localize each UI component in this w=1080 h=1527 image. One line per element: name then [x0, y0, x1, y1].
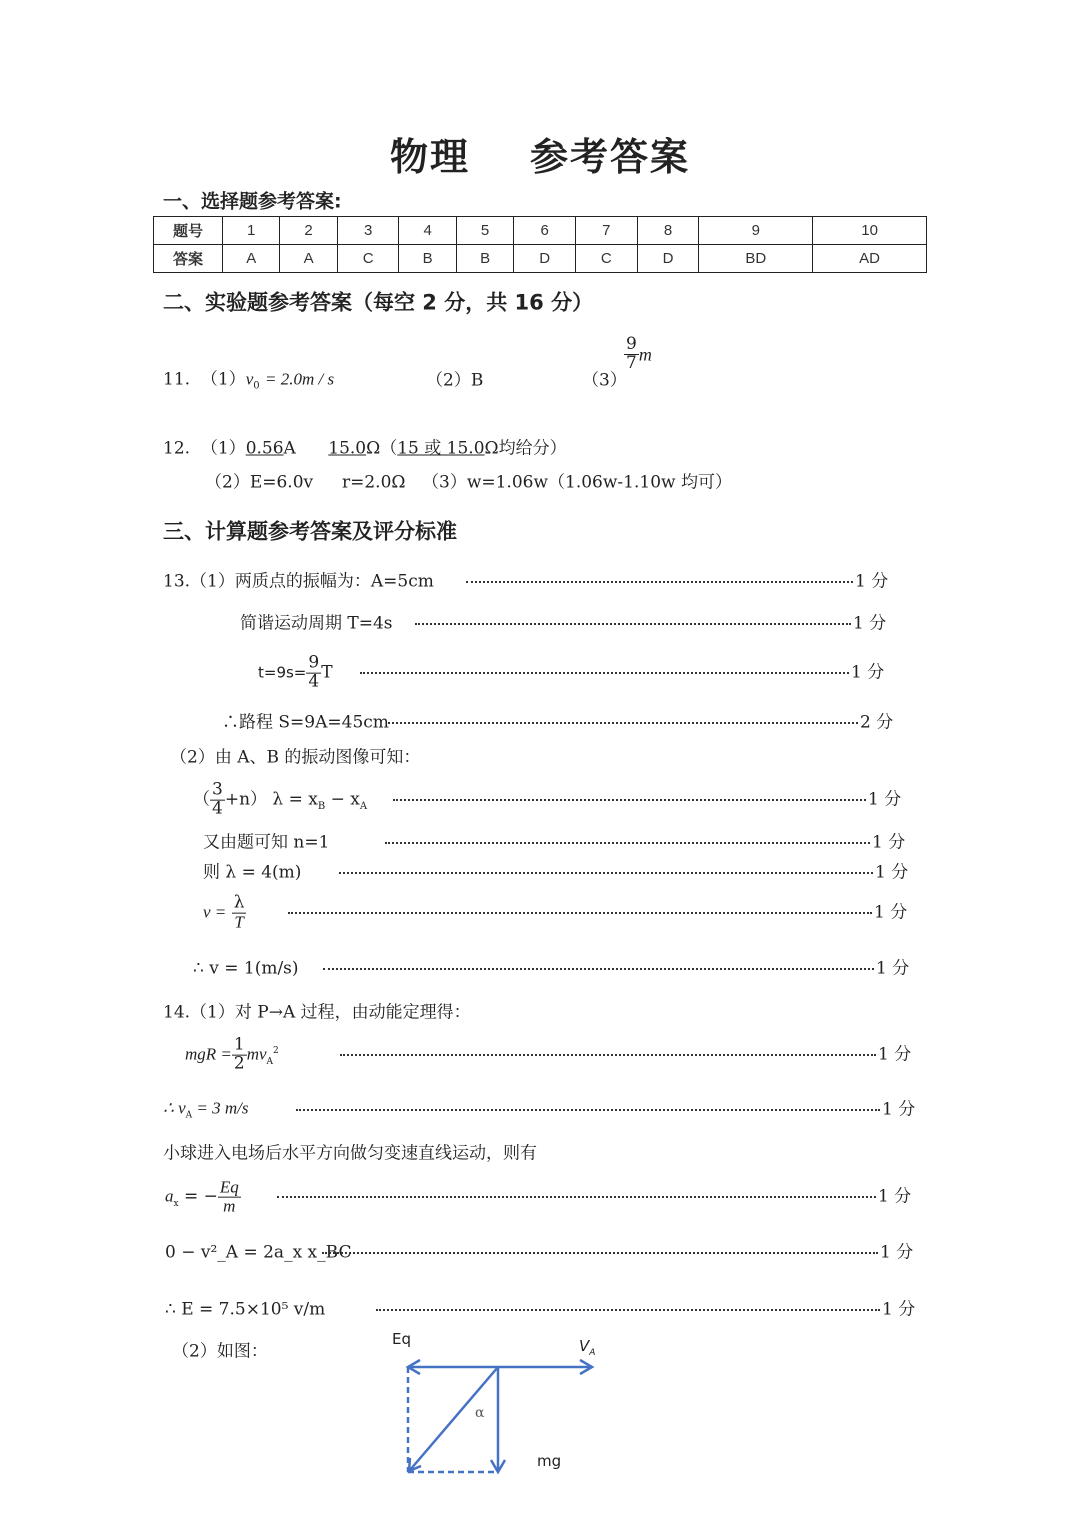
q12-line2c: （3）w=1.06w（1.06w-1.10w 均可） — [422, 472, 732, 493]
cell: 5 — [456, 217, 513, 245]
q13-line6: 又由题可知 n=1 — [203, 832, 330, 853]
dot-leader — [360, 672, 849, 674]
score: 1 分 — [868, 789, 902, 810]
dot-leader — [376, 1309, 880, 1311]
q13-line8 — [203, 892, 246, 932]
q-num: 12. — [163, 438, 191, 459]
sub: B — [317, 800, 326, 812]
cell: A — [223, 245, 280, 273]
q13-line3 — [258, 652, 333, 692]
cell: B — [399, 245, 456, 273]
q14-line5: 0 − v²_A = 2a_x x_BC — [165, 1242, 352, 1263]
score: 1 分 — [882, 1299, 916, 1320]
q14-line2 — [185, 1034, 279, 1074]
num: λ — [233, 892, 245, 913]
section-3-heading: 三、计算题参考答案及评分标准 — [163, 519, 457, 544]
cell: AD — [813, 245, 927, 273]
value: = 2.0m / s — [265, 369, 335, 389]
text: （ — [193, 789, 210, 810]
unit: Ω（ — [366, 438, 398, 459]
sub: A — [185, 1110, 193, 1121]
den: 2 — [233, 1053, 245, 1074]
q14-line4 — [165, 1179, 241, 1216]
dot-leader — [277, 1196, 876, 1198]
q13-line9: ∴ v = 1(m/s) — [193, 958, 299, 979]
num: 3 — [212, 779, 223, 800]
cell: D — [637, 245, 699, 273]
q12-line2: （2）E=6.0v — [205, 472, 314, 493]
score: 1 分 — [878, 1044, 912, 1065]
cell: BD — [699, 245, 813, 273]
choice-answer-table — [153, 216, 927, 273]
score: 1 分 — [878, 1186, 912, 1207]
row-label: 题号 — [154, 217, 223, 245]
value: 0.56 — [245, 438, 284, 459]
cell: 7 — [575, 217, 637, 245]
q-num: 11. — [163, 369, 191, 390]
score: 1 分 — [851, 662, 885, 683]
dot-leader — [393, 799, 866, 801]
dot-leader — [340, 1054, 876, 1056]
value: 15.0 — [328, 438, 367, 459]
score: 1 分 — [875, 862, 909, 883]
cell: B — [456, 245, 513, 273]
cell: 1 — [223, 217, 280, 245]
text: mv — [246, 1044, 267, 1064]
q13-line2: 简谐运动周期 T=4s — [240, 613, 393, 634]
text: ∴ v — [163, 1098, 186, 1118]
title-subject: 物理 — [390, 134, 471, 179]
q13-part2: （2）由 A、B 的振动图像可知： — [170, 747, 421, 768]
part: （1） — [200, 438, 246, 459]
value: 15 或 15.0 — [397, 438, 485, 459]
score: 1 分 — [853, 613, 887, 634]
dot-leader — [415, 623, 851, 625]
score: 1 分 — [882, 1099, 916, 1120]
row-label: 答案 — [154, 245, 223, 273]
score: 1 分 — [872, 832, 906, 853]
num: 1 — [233, 1034, 245, 1055]
q11-p2: （2）B — [426, 370, 484, 391]
score: 1 分 — [855, 571, 889, 592]
sub: A — [359, 800, 368, 812]
q13-line5 — [193, 779, 368, 819]
note: Ω均给分） — [484, 438, 567, 459]
section-2-heading: 二、实验题参考答案（每空 2 分，共 16 分） — [163, 290, 594, 315]
den: T — [234, 912, 244, 932]
q14-text: 小球进入电场后水平方向做匀变速直线运动，则有 — [163, 1143, 537, 1164]
dot-leader — [466, 581, 853, 583]
sub: 0 — [253, 380, 260, 392]
label-mg: mg — [537, 1452, 562, 1470]
text: mgR = — [185, 1044, 232, 1064]
num: 9 — [626, 334, 637, 354]
dot-leader — [339, 872, 873, 874]
sub: A — [266, 1056, 274, 1067]
score: 1 分 — [874, 902, 908, 923]
text: +n） λ = x — [224, 789, 318, 810]
var: v — [245, 369, 254, 389]
num: Eq — [219, 1177, 239, 1197]
text: V — [579, 1337, 590, 1355]
part: （1） — [200, 369, 246, 390]
text: T — [321, 662, 333, 683]
score: 2 分 — [860, 712, 894, 733]
q14-line3 — [163, 1099, 248, 1120]
den: 7 — [626, 352, 637, 373]
dot-leader — [296, 1109, 880, 1111]
q11-p3-frac — [624, 336, 652, 373]
dot-leader — [385, 842, 870, 844]
cell: A — [280, 245, 337, 273]
dot-leader — [322, 1252, 878, 1254]
table-row — [154, 217, 927, 245]
q13-line7: 则 λ = 4(m) — [203, 862, 302, 883]
label-alpha: α — [475, 1405, 485, 1421]
sup: 2 — [273, 1045, 279, 1056]
q12-line1 — [163, 438, 567, 459]
q14-line6: ∴ E = 7.5×10⁵ v/m — [165, 1299, 326, 1320]
cell: 2 — [280, 217, 337, 245]
dot-leader — [288, 912, 872, 914]
text: − x — [325, 789, 360, 810]
label-va — [579, 1339, 595, 1358]
q13-line4: ∴路程 S=9A=45cm — [222, 712, 389, 733]
den: 4 — [212, 798, 223, 819]
text: v = — [203, 902, 227, 922]
cell: 10 — [813, 217, 927, 245]
text: = − — [178, 1186, 218, 1207]
q11 — [163, 370, 334, 391]
score: 1 分 — [880, 1242, 914, 1263]
text: = 3 m/s — [192, 1098, 249, 1118]
cell: C — [575, 245, 637, 273]
sub: A — [589, 1348, 596, 1358]
section-1-heading: 一、选择题参考答案: — [163, 190, 342, 213]
text: a — [165, 1186, 174, 1206]
score: 1 分 — [876, 958, 910, 979]
cell: D — [514, 245, 576, 273]
cell: 9 — [699, 217, 813, 245]
resultant-arrow — [410, 1367, 498, 1470]
q12-line2b: r=2.0Ω — [342, 472, 406, 493]
den: m — [223, 1196, 236, 1216]
label-eq: Eq — [392, 1330, 411, 1348]
dot-leader — [323, 968, 874, 970]
unit: m — [638, 344, 652, 365]
q14-line1: 14.（1）对 P→A 过程，由动能定理得： — [163, 1002, 471, 1023]
cell: 4 — [399, 217, 456, 245]
q14-part2: （2）如图： — [172, 1341, 268, 1362]
q13-line1: 13.（1）两质点的振幅为：A=5cm — [163, 571, 434, 592]
text: t=9s= — [258, 663, 307, 682]
cell: C — [337, 245, 399, 273]
q11-p3: （3） — [582, 370, 627, 391]
unit: A — [283, 438, 296, 459]
den: 4 — [308, 671, 320, 692]
cell: 6 — [514, 217, 576, 245]
title-name: 参考答案 — [530, 134, 691, 179]
num: 9 — [308, 652, 320, 673]
cell: 8 — [637, 217, 699, 245]
table-row — [154, 245, 927, 273]
cell: 3 — [337, 217, 399, 245]
dot-leader — [388, 722, 858, 724]
sub: x — [173, 1198, 179, 1209]
